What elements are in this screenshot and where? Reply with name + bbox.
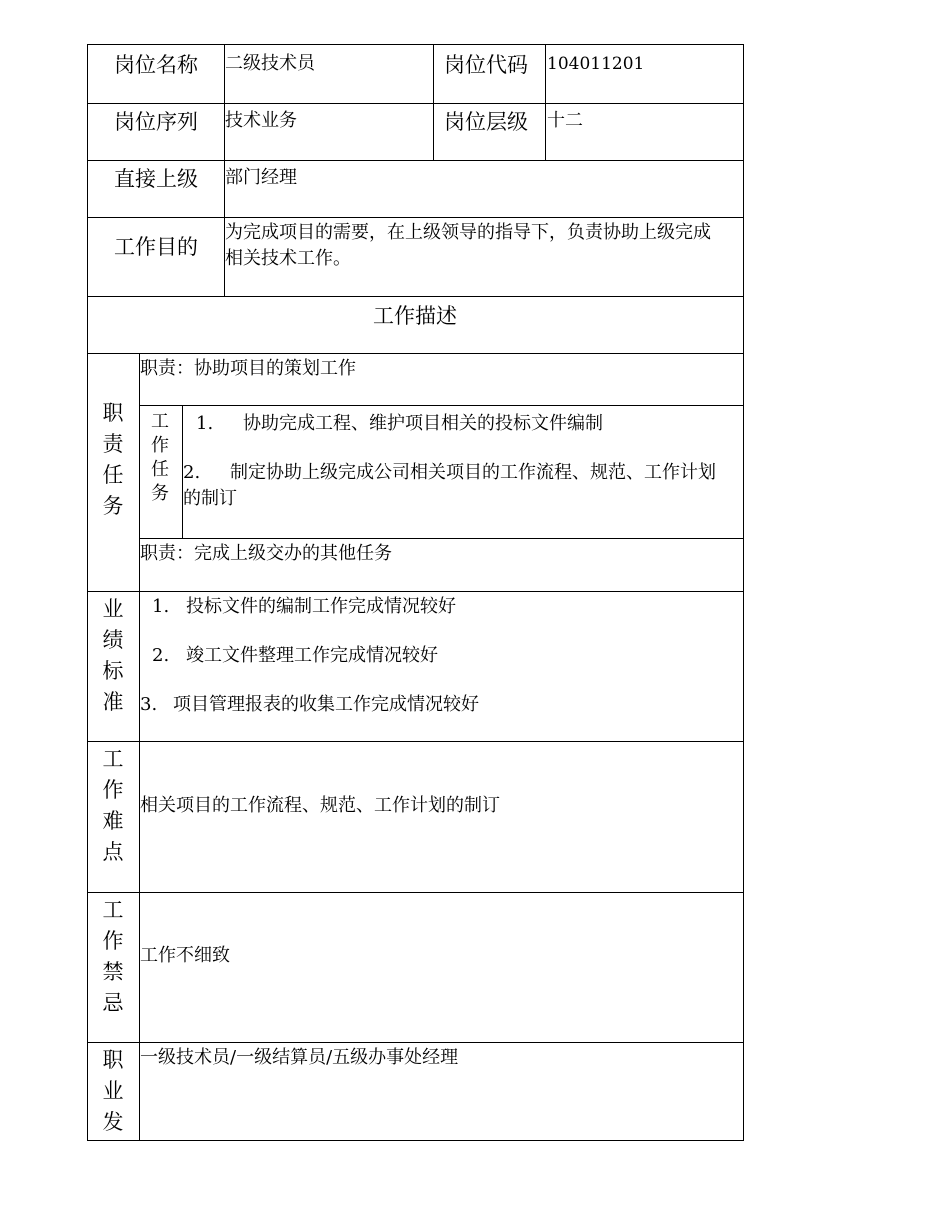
- duties-label-char: 任: [102, 463, 124, 487]
- task-2-line-2: 的制订: [183, 488, 237, 509]
- performance-label-char: 业: [102, 597, 124, 621]
- forbidden-label-char: 禁: [102, 960, 124, 984]
- row-divider: [87, 296, 744, 297]
- duty-2: 职责：完成上级交办的其他任务: [140, 543, 392, 564]
- duties-label: [88, 398, 138, 522]
- post-code-label: 岗位代码: [444, 53, 528, 77]
- post-series-label: 岗位序列: [114, 110, 198, 134]
- purpose-line-1: 为完成项目的需要，在上级领导的指导下，负责协助上级完成: [225, 222, 711, 243]
- duty-1: 职责：协助项目的策划工作: [140, 358, 356, 379]
- row-divider: [139, 538, 744, 539]
- forbidden-label-char: 作: [102, 929, 124, 953]
- career-label-char: 发: [102, 1110, 124, 1134]
- form-border: [87, 44, 744, 1141]
- difficulty-label-char: 点: [102, 840, 124, 864]
- forbidden-label: [88, 895, 138, 1019]
- career-label: [88, 1045, 138, 1138]
- row-divider: [87, 741, 744, 742]
- performance-item-3-text: 项目管理报表的收集工作完成情况较好: [173, 694, 479, 715]
- performance-label-char: 绩: [102, 628, 124, 652]
- post-name-value: 二级技术员: [225, 53, 315, 74]
- post-code-value: 104011201: [547, 54, 645, 74]
- tasks-label-char: 务: [151, 483, 169, 504]
- row-divider: [87, 217, 744, 218]
- col-divider: [433, 44, 434, 161]
- row-divider: [87, 892, 744, 893]
- performance-item-2-number: 2.: [152, 645, 170, 666]
- row-divider: [87, 1042, 744, 1043]
- task-1-number: 1.: [196, 413, 214, 434]
- tasks-label-char: 作: [151, 435, 169, 456]
- post-name-label: 岗位名称: [114, 53, 198, 77]
- forbidden-label-char: 忌: [102, 991, 124, 1015]
- performance-item-1-number: 1.: [152, 596, 170, 617]
- duties-label-char: 责: [102, 432, 124, 456]
- post-level-value: 十二: [547, 110, 583, 131]
- performance-label-char: 标: [102, 659, 124, 683]
- difficulty-label-char: 难: [102, 809, 124, 833]
- duties-label-char: 职: [102, 401, 124, 425]
- performance-label-char: 准: [102, 690, 124, 714]
- career-label-char: 职: [102, 1048, 124, 1072]
- career-label-char: 业: [102, 1079, 124, 1103]
- career-text: 一级技术员/一级结算员/五级办事处经理: [140, 1047, 459, 1068]
- difficulty-text: 相关项目的工作流程、规范、工作计划的制订: [140, 795, 500, 816]
- col-divider: [545, 44, 546, 161]
- forbidden-text: 工作不细致: [140, 945, 230, 966]
- row-divider: [87, 160, 744, 161]
- duties-label-char: 务: [102, 494, 124, 518]
- difficulty-label-char: 作: [102, 778, 124, 802]
- performance-label: [88, 594, 138, 718]
- tasks-label-char: 工: [151, 411, 169, 432]
- row-divider: [87, 353, 744, 354]
- post-level-label: 岗位层级: [444, 110, 528, 134]
- performance-item-2-text: 竣工文件整理工作完成情况较好: [186, 645, 438, 666]
- tasks-label: [139, 410, 181, 506]
- superior-value: 部门经理: [225, 167, 297, 188]
- section-title: 工作描述: [373, 304, 457, 328]
- task-1-text: 协助完成工程、维护项目相关的投标文件编制: [243, 413, 603, 434]
- performance-item-1-text: 投标文件的编制工作完成情况较好: [186, 596, 456, 617]
- tasks-label-char: 任: [151, 459, 169, 480]
- row-divider: [139, 405, 744, 406]
- superior-label: 直接上级: [114, 167, 198, 191]
- row-divider: [87, 591, 744, 592]
- task-2-number: 2.: [183, 462, 201, 483]
- forbidden-label-char: 工: [102, 898, 124, 922]
- performance-item-3-number: 3.: [140, 694, 158, 715]
- purpose-label: 工作目的: [114, 235, 198, 259]
- post-series-value: 技术业务: [225, 110, 297, 131]
- difficulty-label-char: 工: [102, 747, 124, 771]
- difficulty-label: [88, 744, 138, 868]
- task-2-line-1: 制定协助上级完成公司相关项目的工作流程、规范、工作计划: [230, 462, 716, 483]
- purpose-line-2: 相关技术工作。: [225, 248, 351, 269]
- row-divider: [87, 103, 744, 104]
